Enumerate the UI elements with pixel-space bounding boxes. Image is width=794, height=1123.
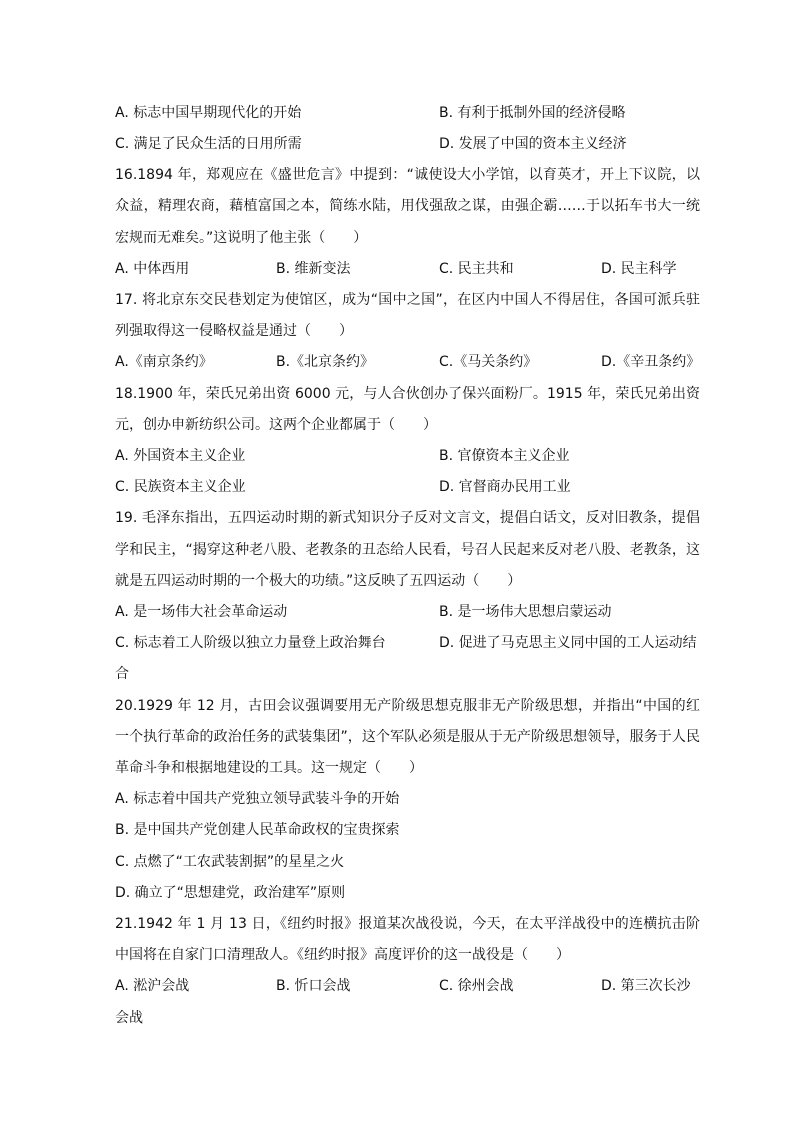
q19-stem-line-3: 就是五四运动时期的一个极大的功绩。”这反映了五四运动（ ） — [115, 573, 522, 589]
q17-stem-line-2: 列强取得这一侵略权益是通过（ ） — [115, 323, 353, 339]
q18-stem-line-2: 元，创办申新纺织公司。这两个企业都属于（ ） — [115, 417, 437, 433]
q16-stem-line-2: 众益，精理农商，藉植富国之本，简练水陆，用伐强敌之谋，由强企霸……于以拓车书大一统 — [115, 198, 700, 214]
q20-stem-line-1: 20.1929 年 12 月，古田会议强调要用无产阶级思想克服非无产阶级思想，并指出“中国的红 — [115, 698, 700, 714]
q16-option-a: A. 中体西用 — [115, 261, 190, 277]
q17-stem-line-1: 17. 将北京东交民巷划定为使馆区，成为“国中之国”，在区内中国人不得居住，各国可派兵驻 — [115, 292, 700, 308]
q21-option-d: D. 第三次长沙 — [601, 978, 691, 994]
q20-option-d: D. 确立了“思想建党，政治建军”原则 — [115, 885, 346, 901]
q19-option-c: C. 标志着工人阶级以独立力量登上政治舞台 — [115, 635, 386, 651]
q16-option-c: C. 民主共和 — [439, 261, 514, 277]
q17-option-b: B.《北京条约》 — [276, 354, 375, 370]
q15-option-d: D. 发展了中国的资本主义经济 — [439, 136, 627, 152]
q16-option-d: D. 民主科学 — [601, 261, 677, 277]
q21-stem-line-2: 中国将在自家门口清理敌人。《纽约时报》高度评价的这一战役是（ ） — [115, 947, 570, 963]
q17-option-d: D.《辛丑条约》 — [601, 354, 701, 370]
q19-option-d-continued: 合 — [115, 666, 129, 682]
q20-option-b: B. 是中国共产党创建人民革命政权的宝贵探索 — [115, 822, 400, 838]
q21-option-a: A. 淞沪会战 — [115, 978, 190, 994]
q18-stem-line-1: 18.1900 年，荣氏兄弟出资 6000 元，与人合伙创办了保兴面粉厂。1915 年，荣氏兄弟出资 — [115, 386, 700, 402]
q21-option-d-continued: 会战 — [115, 1010, 143, 1026]
q18-option-b: B. 官僚资本主义企业 — [439, 448, 570, 464]
q15-option-c: C. 满足了民众生活的日用所需 — [115, 136, 302, 152]
q21-option-b: B. 忻口会战 — [276, 978, 351, 994]
q20-stem-line-2: 一个执行革命的政治任务的武装集团”，这个军队必须是服从于无产阶级思想领导，服务于人民 — [115, 729, 700, 745]
q20-stem-line-3: 革命斗争和根据地建设的工具。这一规定（ ） — [115, 760, 423, 776]
q18-option-c: C. 民族资本主义企业 — [115, 479, 246, 495]
q18-option-a: A. 外国资本主义企业 — [115, 448, 246, 464]
q15-option-a: A. 标志中国早期现代化的开始 — [115, 105, 302, 121]
q19-option-d: D. 促进了马克思主义同中国的工人运动结 — [439, 635, 697, 651]
q16-option-b: B. 维新变法 — [276, 261, 351, 277]
q19-option-b: B. 是一场伟大思想启蒙运动 — [439, 604, 612, 620]
q17-option-c: C.《马关条约》 — [439, 354, 538, 370]
q19-option-a: A. 是一场伟大社会革命运动 — [115, 604, 288, 620]
q19-stem-line-2: 学和民主，“揭穿这种老八股、老教条的丑态给人民看，号召人民起来反对老八股、老教条，这 — [115, 542, 700, 558]
q20-option-c: C. 点燃了“工农武装割据”的星星之火 — [115, 854, 345, 870]
q16-stem-line-1: 16.1894 年，郑观应在《盛世危言》中提到：“诚使设大小学馆，以育英才，开上下议院，以 — [115, 167, 700, 183]
q19-stem-line-1: 19. 毛泽东指出，五四运动时期的新式知识分子反对文言文，提倡白话文，反对旧教条，提倡 — [115, 510, 700, 526]
q21-option-c: C. 徐州会战 — [439, 978, 514, 994]
q15-option-b: B. 有利于抵制外国的经济侵略 — [439, 105, 626, 121]
q20-option-a: A. 标志着中国共产党独立领导武装斗争的开始 — [115, 791, 400, 807]
q17-option-a: A.《南京条约》 — [115, 354, 213, 370]
q21-stem-line-1: 21.1942 年 1 月 13 日，《纽约时报》报道某次战役说，今天，在太平洋战役中的连横抗击阶 — [115, 916, 700, 932]
q16-stem-line-3: 宏规而无难矣。”这说明了他主张（ ） — [115, 230, 368, 246]
q18-option-d: D. 官督商办民用工业 — [439, 479, 571, 495]
